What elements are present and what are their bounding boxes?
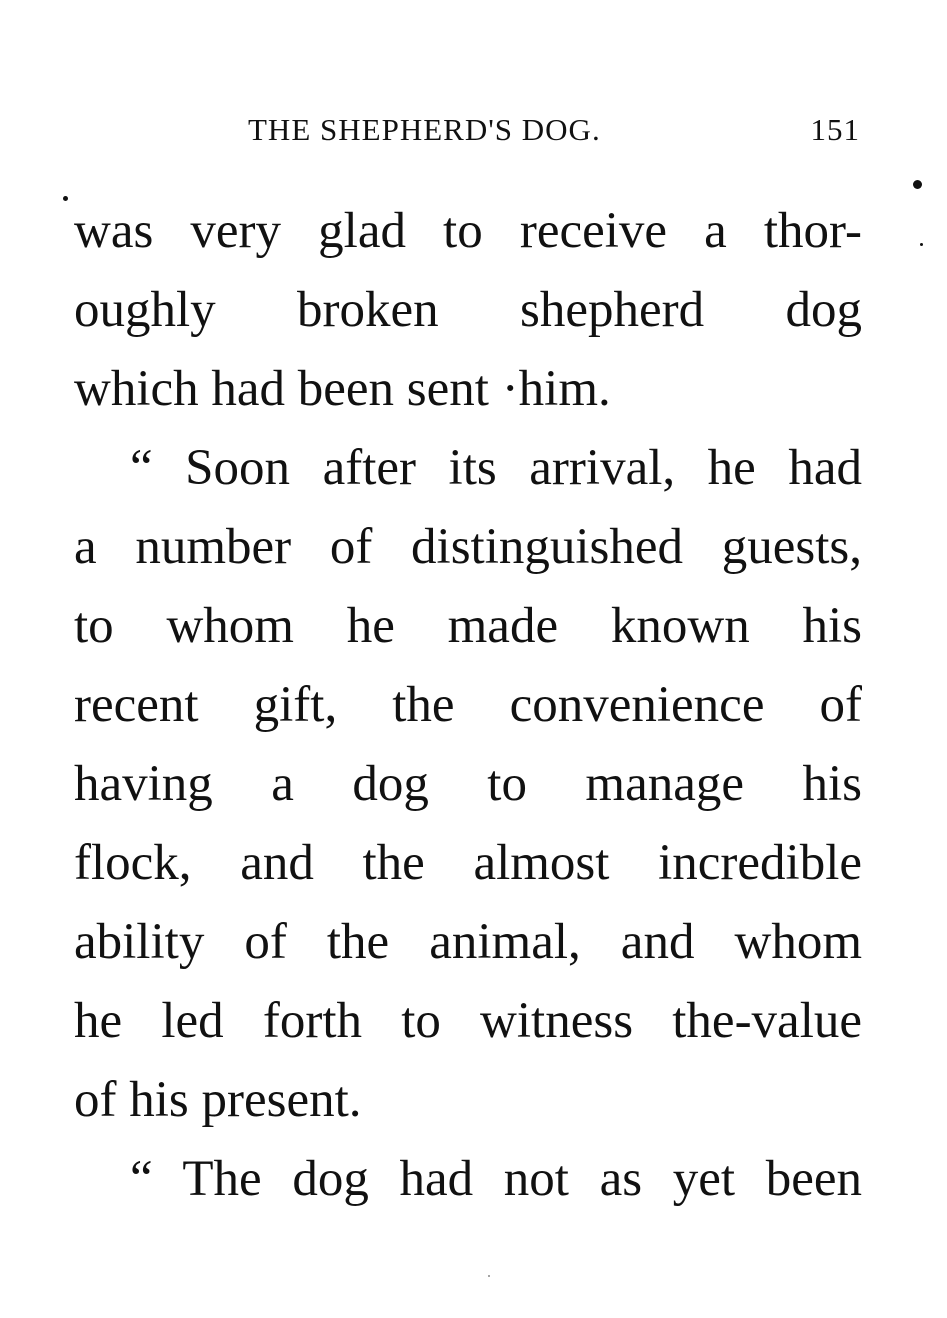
ink-speck [920,243,923,246]
page-number: 151 [810,112,860,147]
text-line: ability of the animal, and whom [74,914,862,970]
text-line: recent gift, the convenience of [74,677,862,733]
text-line: flock, and the almost incredible [74,835,862,891]
text-line: “ The dog had not as yet been [130,1151,862,1207]
text-line: “ Soon after its arrival, he had [130,440,862,496]
text-line: having a dog to manage his [74,756,862,812]
text-line: oughly broken shepherd dog [74,282,862,338]
text-line: was very glad to receive a thor- [74,203,862,259]
text-line: a number of distinguished guests, [74,519,862,575]
text-line: to whom he made known his [74,598,862,654]
running-head [248,112,860,162]
ink-speck [913,180,922,189]
ink-speck [63,196,68,201]
body-text [74,192,862,1219]
text-line: of his present. [74,1072,362,1128]
ink-speck [488,1275,490,1277]
text-line: which had been sent ·him. [74,361,611,417]
text-line: he led forth to witness the-value [74,993,862,1049]
running-title: THE SHEPHERD'S DOG. [248,112,601,147]
